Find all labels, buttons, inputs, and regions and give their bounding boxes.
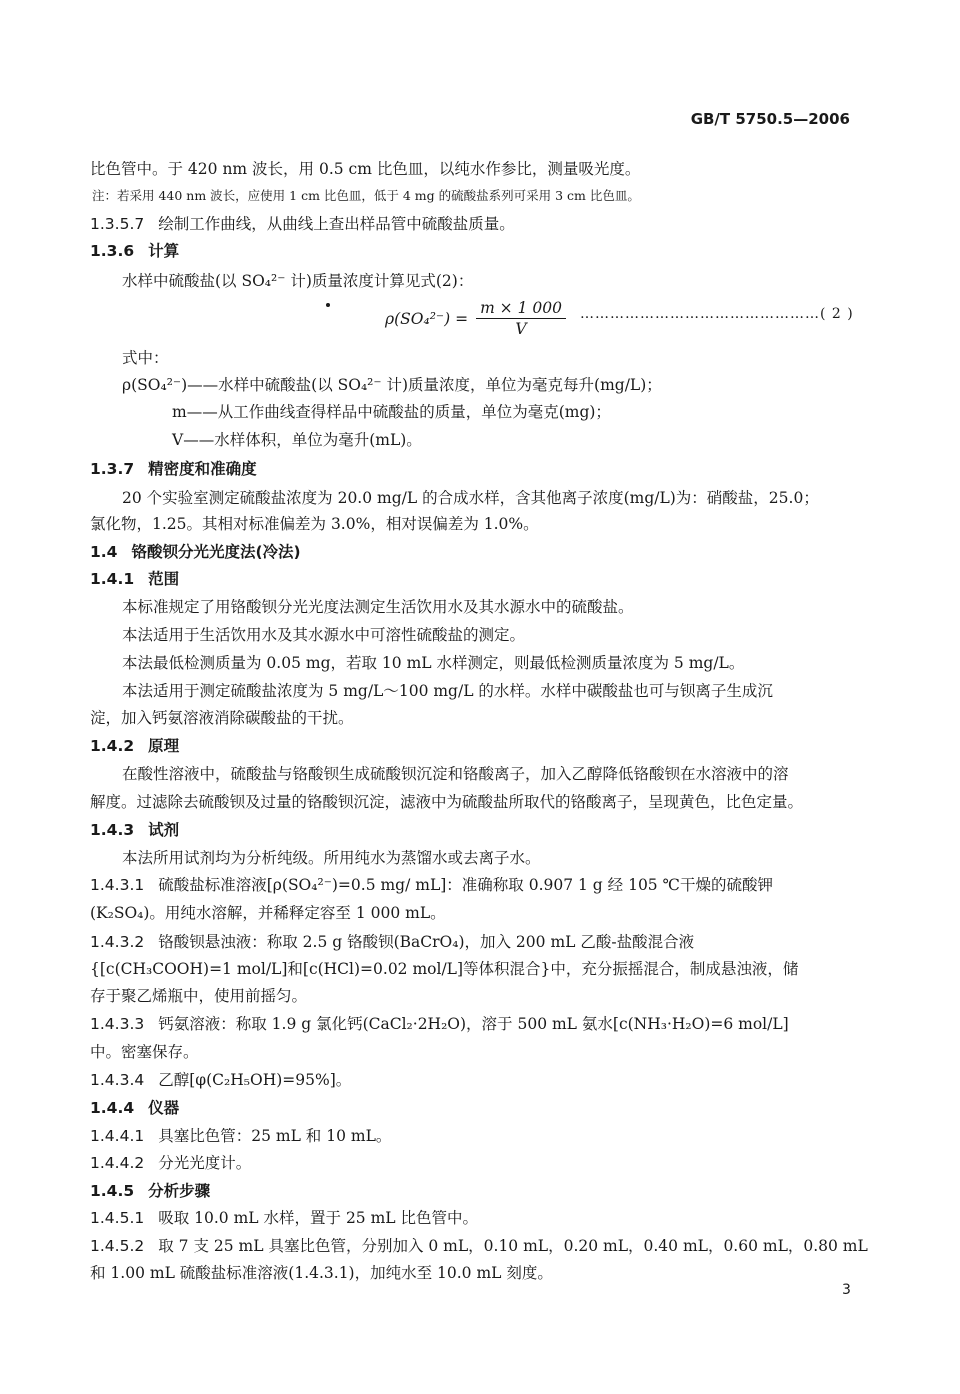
section-number: 1.4 bbox=[90, 543, 118, 561]
definition-line: V——水样体积，单位为毫升(mL)。 bbox=[172, 431, 422, 449]
section-title: 仪器 bbox=[148, 1099, 180, 1117]
clause-text: 绘制工作曲线，从曲线上查出样品管中硫酸盐质量。 bbox=[158, 215, 515, 233]
clause-1-3-5-7 bbox=[90, 211, 870, 237]
clause-1-4-3-4 bbox=[90, 1067, 870, 1093]
section-title: 计算 bbox=[148, 242, 180, 260]
clause-1-4-4-1 bbox=[90, 1123, 870, 1149]
section-title: 试剂 bbox=[148, 821, 180, 839]
formula-numerator: m × 1 000 bbox=[476, 298, 566, 319]
section-number: 1.3.6 bbox=[90, 242, 135, 260]
paragraph-line: 本法适用于测定硫酸盐浓度为 5 mg/L～100 mg/L 的水样。水样中碳酸盐也可与钡离子生成沉 bbox=[122, 682, 773, 700]
section-title: 精密度和准确度 bbox=[148, 460, 257, 478]
clause-text: 具塞比色管：25 mL 和 10 mL。 bbox=[158, 1127, 392, 1145]
paragraph-line: 本标准规定了用铬酸钡分光光度法测定生活饮用水及其水源水中的硫酸盐。 bbox=[122, 598, 634, 616]
clause-1-4-3-1 bbox=[90, 872, 870, 898]
clause-1-4-3-3 bbox=[90, 1011, 870, 1037]
clause-number: 1.4.3.2 bbox=[90, 933, 145, 951]
section-heading-1-4-1 bbox=[90, 566, 870, 592]
paragraph-line: 20 个实验室测定硫酸盐浓度为 20.0 mg/L 的合成水样，含其他离子浓度(mg/L)为：硝酸盐，25.0； bbox=[122, 489, 819, 507]
clause-1-4-3-2 bbox=[90, 929, 870, 955]
clause-number: 1.4.3.4 bbox=[90, 1071, 145, 1089]
paragraph-line: 中。密塞保存。 bbox=[90, 1043, 199, 1061]
section-number: 1.4.2 bbox=[90, 737, 135, 755]
section-title: 铬酸钡分光光度法(冷法) bbox=[131, 543, 301, 561]
paragraph-line: 本法最低检测质量为 0.05 mg，若取 10 mL 水样测定，则最低检测质量浓度为 5 mg/L。 bbox=[122, 654, 745, 672]
paragraph-line: 比色管中。于 420 nm 波长，用 0.5 cm 比色皿，以纯水作参比，测量吸光度。 bbox=[90, 160, 641, 178]
clause-number: 1.3.5.7 bbox=[90, 215, 145, 233]
formula-equation-tag: …………………………………………( 2 ) bbox=[580, 306, 854, 322]
formula-lhs: ρ(SO₄²⁻) = bbox=[385, 309, 469, 328]
section-heading-1-4 bbox=[90, 539, 870, 565]
paragraph-line: 淀，加入钙氨溶液消除碳酸盐的干扰。 bbox=[90, 709, 354, 727]
section-heading-1-4-5 bbox=[90, 1178, 870, 1204]
paragraph-line: 解度。过滤除去硫酸钡及过量的铬酸钡沉淀，滤液中为硫酸盐所取代的铬酸离子，呈现黄色，比色定量。 bbox=[90, 793, 804, 811]
section-heading-1-4-2 bbox=[90, 733, 870, 759]
section-number: 1.3.7 bbox=[90, 460, 135, 478]
clause-text: 取 7 支 25 mL 具塞比色管，分别加入 0 mL，0.10 mL，0.20 mL，0.40 mL，0.60 mL，0.80 mL bbox=[158, 1237, 868, 1255]
paragraph-line: 本法所用试剂均为分析纯级。所用纯水为蒸馏水或去离子水。 bbox=[122, 849, 541, 867]
clause-1-4-5-1 bbox=[90, 1205, 870, 1231]
section-title: 范围 bbox=[148, 570, 180, 588]
paragraph-line: (K₂SO₄)。用纯水溶解，并稀释定容至 1 000 mL。 bbox=[90, 904, 446, 922]
paragraph-line: 式中： bbox=[122, 349, 169, 367]
clause-number: 1.4.4.1 bbox=[90, 1127, 145, 1145]
page-number: 3 bbox=[842, 1282, 851, 1298]
paragraph-line: {[c(CH₃COOH)=1 mol/L]和[c(HCl)=0.02 mol/L]等体积混合}中，充分振摇混合，制成悬浊液，储 bbox=[90, 960, 799, 978]
formula-denominator: V bbox=[515, 320, 527, 338]
section-number: 1.4.1 bbox=[90, 570, 135, 588]
clause-text: 铬酸钡悬浊液：称取 2.5 g 铬酸钡(BaCrO₄)，加入 200 mL 乙酸-盐酸混合液 bbox=[158, 933, 695, 951]
clause-1-4-4-2 bbox=[90, 1150, 870, 1176]
formula-fraction bbox=[476, 298, 566, 339]
section-heading-1-4-4 bbox=[90, 1095, 870, 1121]
paragraph-line: 在酸性溶液中，硫酸盐与铬酸钡生成硫酸钡沉淀和铬酸离子，加入乙醇降低铬酸钡在水溶液中的溶 bbox=[122, 765, 789, 783]
section-title: 原理 bbox=[148, 737, 180, 755]
stray-dot bbox=[326, 303, 330, 307]
clause-number: 1.4.3.3 bbox=[90, 1015, 145, 1033]
formula-2 bbox=[385, 298, 566, 339]
clause-text: 分光光度计。 bbox=[158, 1154, 252, 1172]
clause-number: 1.4.3.1 bbox=[90, 876, 145, 894]
definition-line: m——从工作曲线查得样品中硫酸盐的质量，单位为毫克(mg)； bbox=[172, 403, 611, 421]
paragraph-line: 存于聚乙烯瓶中，使用前摇匀。 bbox=[90, 987, 308, 1005]
clause-number: 1.4.4.2 bbox=[90, 1154, 145, 1172]
clause-text: 吸取 10.0 mL 水样，置于 25 mL 比色管中。 bbox=[158, 1209, 479, 1227]
section-heading-1-4-3 bbox=[90, 817, 870, 843]
paragraph-line: 水样中硫酸盐(以 SO₄²⁻ 计)质量浓度计算见式(2)： bbox=[122, 272, 474, 290]
clause-number: 1.4.5.2 bbox=[90, 1237, 145, 1255]
section-number: 1.4.3 bbox=[90, 821, 135, 839]
section-number: 1.4.5 bbox=[90, 1182, 135, 1200]
standard-code-header: GB/T 5750.5—2006 bbox=[690, 110, 850, 128]
section-number: 1.4.4 bbox=[90, 1099, 135, 1117]
paragraph-line: 和 1.00 mL 硫酸盐标准溶液(1.4.3.1)，加纯水至 10.0 mL 刻度。 bbox=[90, 1264, 553, 1282]
clause-1-4-5-2 bbox=[90, 1233, 870, 1259]
section-heading-1-3-7 bbox=[90, 456, 870, 482]
clause-number: 1.4.5.1 bbox=[90, 1209, 145, 1227]
clause-text: 钙氨溶液：称取 1.9 g 氯化钙(CaCl₂·2H₂O)，溶于 500 mL 氨水[c(NH₃·H₂O)=6 mol/L] bbox=[158, 1015, 789, 1033]
section-title: 分析步骤 bbox=[148, 1182, 211, 1200]
paragraph-line: 本法适用于生活饮用水及其水源水中可溶性硫酸盐的测定。 bbox=[122, 626, 526, 644]
section-heading-1-3-6 bbox=[90, 238, 870, 264]
paragraph-line: 氯化物，1.25。其相对标准偏差为 3.0%，相对误偏差为 1.0%。 bbox=[90, 515, 539, 533]
note-line: 注：若采用 440 nm 波长，应使用 1 cm 比色皿，低于 4 mg 的硫酸盐系列可采用 3 cm 比色皿。 bbox=[92, 188, 640, 203]
definition-line: ρ(SO₄²⁻)——水样中硫酸盐(以 SO₄²⁻ 计)质量浓度，单位为毫克每升(mg/L)； bbox=[122, 376, 662, 394]
clause-text: 硫酸盐标准溶液[ρ(SO₄²⁻)=0.5 mg/ mL]：准确称取 0.907 1 g 经 105 ℃干燥的硫酸钾 bbox=[158, 876, 773, 894]
clause-text: 乙醇[φ(C₂H₅OH)=95%]。 bbox=[158, 1071, 352, 1089]
